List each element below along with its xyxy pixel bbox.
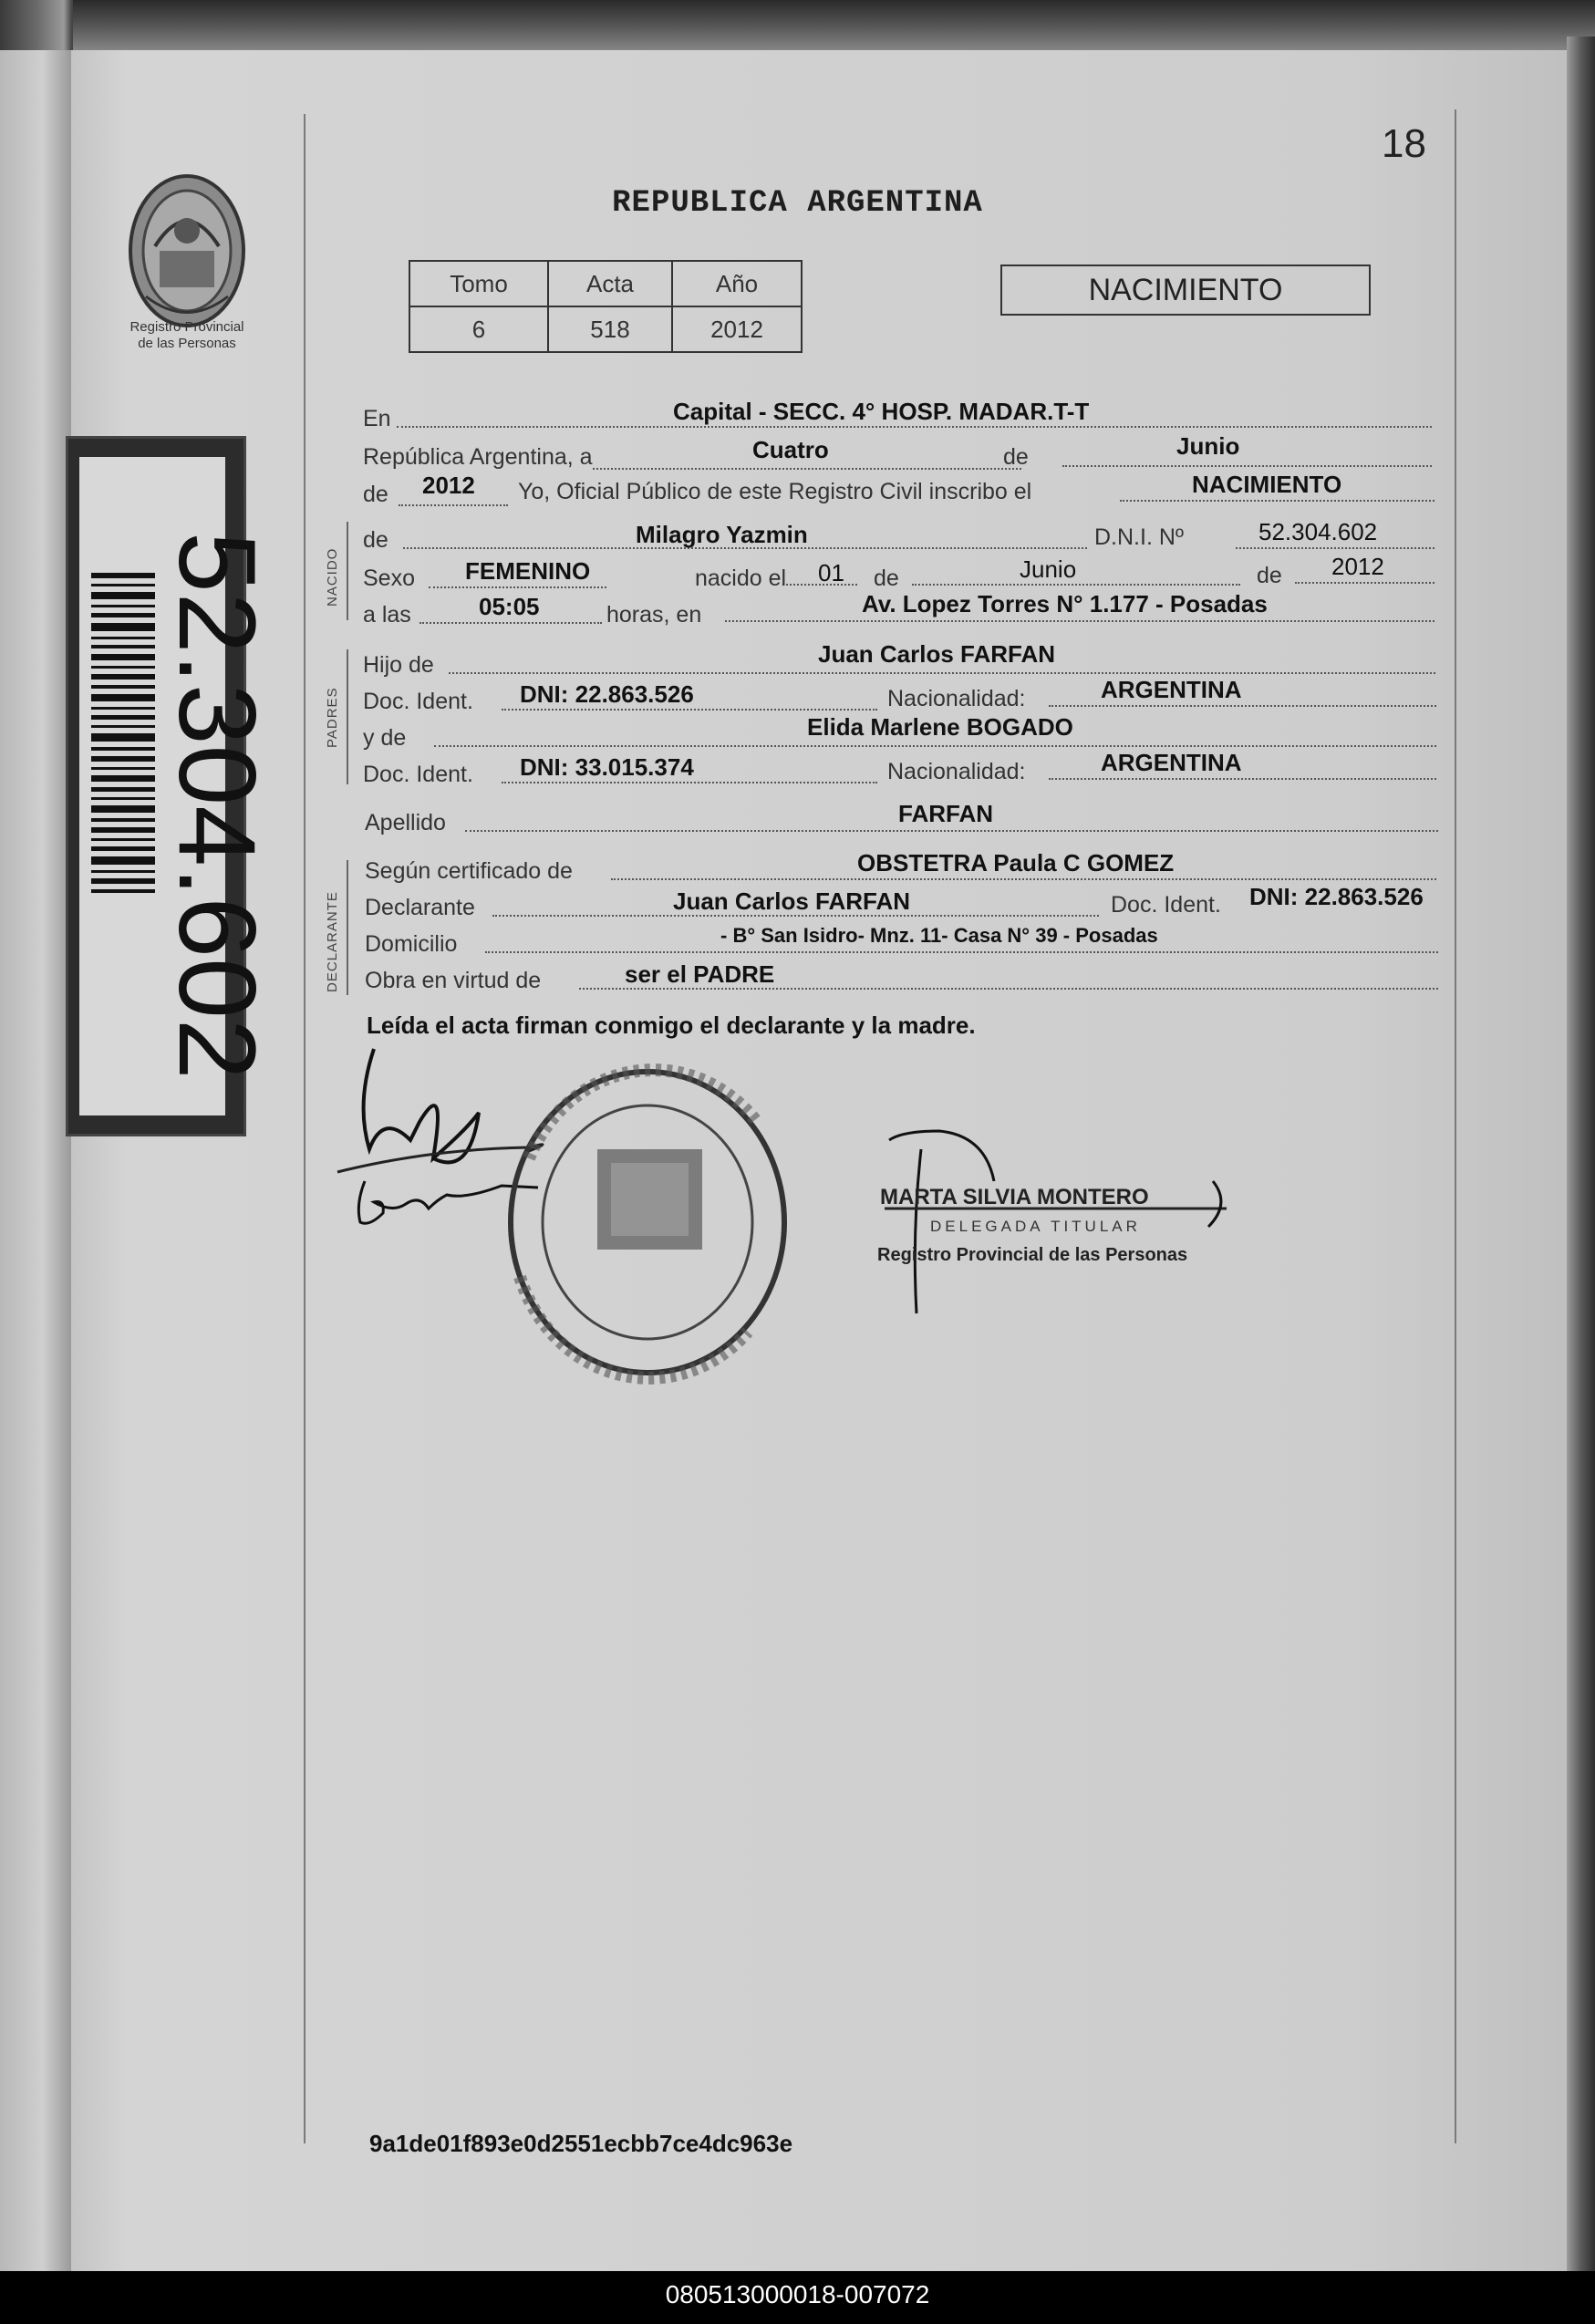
dotted-line [399, 504, 508, 506]
barcode-bar [91, 715, 155, 720]
closing-statement: Leída el acta firman conmigo el declarante y la madre. [367, 1012, 976, 1039]
dotted-line [449, 672, 1435, 674]
frame-left [304, 114, 306, 2143]
page-number: 18 [1382, 121, 1426, 166]
dotted-line [611, 878, 1436, 880]
barcode-bar [91, 733, 155, 742]
barcode-bar [91, 674, 155, 680]
barcode-bar [91, 838, 155, 841]
dni-label: D.N.I. Nº [1094, 524, 1185, 550]
official-seal-icon [511, 1070, 784, 1378]
dotted-line [502, 782, 877, 783]
dotted-line [397, 426, 1432, 428]
dotted-line [1295, 582, 1434, 584]
obra-label: Obra en virtud de [365, 968, 542, 993]
barcode-bar [91, 856, 155, 865]
domicilio-value: - B° San Isidro- Mnz. 11- Casa N° 39 - Posadas [720, 924, 1158, 947]
doc-label: Doc. Ident. [1111, 892, 1221, 918]
barcode-bar [91, 787, 155, 792]
section-label-nacido: NACIDO [325, 547, 340, 607]
book-right-edge [1567, 36, 1595, 2271]
dotted-line [725, 620, 1434, 622]
barcode-icon [66, 436, 278, 1136]
register-value-cell: 518 [548, 306, 672, 352]
register-value-row [409, 306, 802, 352]
barcode-bar [91, 805, 155, 813]
act-year: 2012 [422, 472, 475, 499]
de-label: de [363, 482, 388, 507]
barcode-bar [91, 694, 155, 701]
father-nationality: ARGENTINA [1101, 676, 1242, 703]
hijo-label: Hijo de [363, 652, 434, 678]
father-doc: DNI: 22.863.526 [520, 680, 694, 708]
child-name: Milagro Yazmin [636, 521, 808, 548]
signatures-and-stamp [319, 1022, 1277, 1405]
dotted-line [434, 745, 1436, 747]
de-label: de [874, 565, 899, 591]
dotted-line [485, 951, 1438, 953]
declarante-label: Declarante [365, 895, 475, 920]
document-hash: 9a1de01f893e0d2551ecbb7ce4dc963e [369, 2130, 793, 2157]
barcode-bar [91, 827, 155, 833]
footer-code: 080513000018-007072 [665, 2280, 930, 2308]
barcode-bar [91, 605, 155, 607]
barcode-bar [91, 725, 155, 728]
barcode-bar [91, 878, 155, 884]
birth-month: Junio [1020, 555, 1077, 583]
inscription-type: NACIMIENTO [1192, 471, 1342, 498]
apellido-label: Apellido [365, 810, 446, 835]
barcode-bar [91, 685, 155, 689]
domicilio-label: Domicilio [365, 931, 458, 957]
alas-label: a las [363, 602, 411, 628]
register-header-row [409, 261, 802, 306]
de-label: de [1257, 563, 1282, 588]
mother-doc: DNI: 33.015.374 [520, 753, 694, 781]
barcode-bar [91, 645, 155, 648]
mother-name: Elida Marlene BOGADO [807, 713, 1073, 741]
barcode-bar [91, 767, 155, 770]
act-day: Cuatro [752, 436, 829, 463]
birth-place: Av. Lopez Torres N° 1.177 - Posadas [862, 590, 1268, 617]
mother-nationality: ARGENTINA [1101, 749, 1242, 776]
republica-label: República Argentina, a [363, 444, 593, 470]
declarante-name: Juan Carlos FARFAN [673, 887, 911, 915]
register-value-cell: 6 [409, 306, 548, 352]
document-title: REPUBLICA ARGENTINA [612, 186, 983, 221]
de-label: de [1003, 444, 1029, 470]
dotted-line [912, 584, 1240, 586]
declarant-signature-icon [364, 1049, 479, 1162]
barcode-bar [91, 775, 155, 782]
barcode-bar [91, 870, 155, 873]
doc-label: Doc. Ident. [363, 762, 473, 787]
en-label: En [363, 406, 391, 431]
nacionalidad-label: Nacionalidad: [887, 759, 1026, 784]
certificado-label: Según certificado de [365, 858, 573, 884]
dotted-line [419, 622, 602, 624]
declarante-doc: DNI: 22.863.526 [1249, 883, 1424, 910]
obra-value: ser el PADRE [625, 960, 775, 988]
birth-year: 2012 [1331, 553, 1384, 580]
barcode-bar [91, 846, 155, 851]
register-value-cell: 2012 [672, 306, 802, 352]
barcode-bar [91, 889, 155, 893]
dotted-line [1049, 778, 1436, 780]
dotted-line [593, 468, 1021, 470]
barcode-bar [91, 666, 155, 669]
left-page-edge [0, 50, 71, 2271]
crest-caption-line: de las Personas [138, 336, 236, 351]
father-name: Juan Carlos FARFAN [818, 640, 1056, 668]
barcode-bar [91, 573, 155, 578]
dotted-line [1062, 465, 1432, 467]
section-divider [347, 860, 348, 995]
barcode-bar [91, 818, 155, 822]
sexo-label: Sexo [363, 565, 415, 591]
barcode-bar [91, 654, 155, 660]
barcode-bar [91, 797, 155, 800]
dotted-line [1049, 705, 1436, 707]
birth-time: 05:05 [479, 593, 540, 620]
crest-caption [100, 319, 274, 352]
act-place: Capital - SECC. 4° HOSP. MADAR.T-T [673, 398, 1090, 425]
yde-label: y de [363, 725, 407, 751]
section-label-declarante: DECLARANTE [325, 891, 340, 992]
barcode-bar [91, 756, 155, 762]
dotted-line [1236, 547, 1434, 549]
apellido-value: FARFAN [898, 800, 993, 827]
barcode-bar [91, 707, 155, 710]
child-sex: FEMENINO [465, 557, 591, 585]
register-header-cell: Acta [548, 261, 672, 306]
section-label-padres: PADRES [325, 687, 340, 748]
crest-caption-line: Registro Provincial [129, 319, 244, 335]
certificado-value: OBSTETRA Paula C GOMEZ [857, 849, 1175, 877]
register-table [409, 260, 803, 353]
barcode-bar [91, 592, 155, 599]
section-divider [347, 522, 348, 620]
barcode-bar [91, 613, 155, 617]
dotted-line [1120, 500, 1434, 502]
book-top-edge [73, 0, 1595, 53]
official-office: Registro Provincial de las Personas [877, 1245, 1188, 1265]
official-role: DELEGADA TITULAR [930, 1218, 1141, 1235]
horas-label: horas, en [606, 602, 702, 628]
sticker-number-text: 52.304.602 [156, 532, 278, 1080]
dotted-line [502, 709, 877, 711]
official-name-stamp [877, 1131, 1227, 1313]
barcode-bar [91, 747, 155, 751]
nacionalidad-label: Nacionalidad: [887, 686, 1026, 711]
doc-label: Doc. Ident. [363, 689, 473, 714]
child-dni: 52.304.602 [1258, 518, 1378, 545]
birth-day: 01 [818, 559, 844, 586]
barcode-bar [91, 584, 155, 586]
barcode-bar [91, 623, 155, 631]
register-header-cell: Año [672, 261, 802, 306]
dotted-line [465, 830, 1438, 832]
register-header-cell: Tomo [409, 261, 548, 306]
official-name: MARTA SILVIA MONTERO [880, 1185, 1149, 1209]
frame-right [1455, 109, 1456, 2143]
record-type-box: NACIMIENTO [1000, 265, 1371, 316]
barcode-bar [91, 637, 155, 639]
officer-text: Yo, Oficial Público de este Registro Civil inscribo el [518, 479, 1032, 504]
dotted-line [429, 586, 606, 588]
section-divider [347, 649, 348, 784]
de-label: de [363, 527, 388, 553]
act-month: Junio [1176, 432, 1240, 460]
nacido-label: nacido el [695, 565, 787, 591]
